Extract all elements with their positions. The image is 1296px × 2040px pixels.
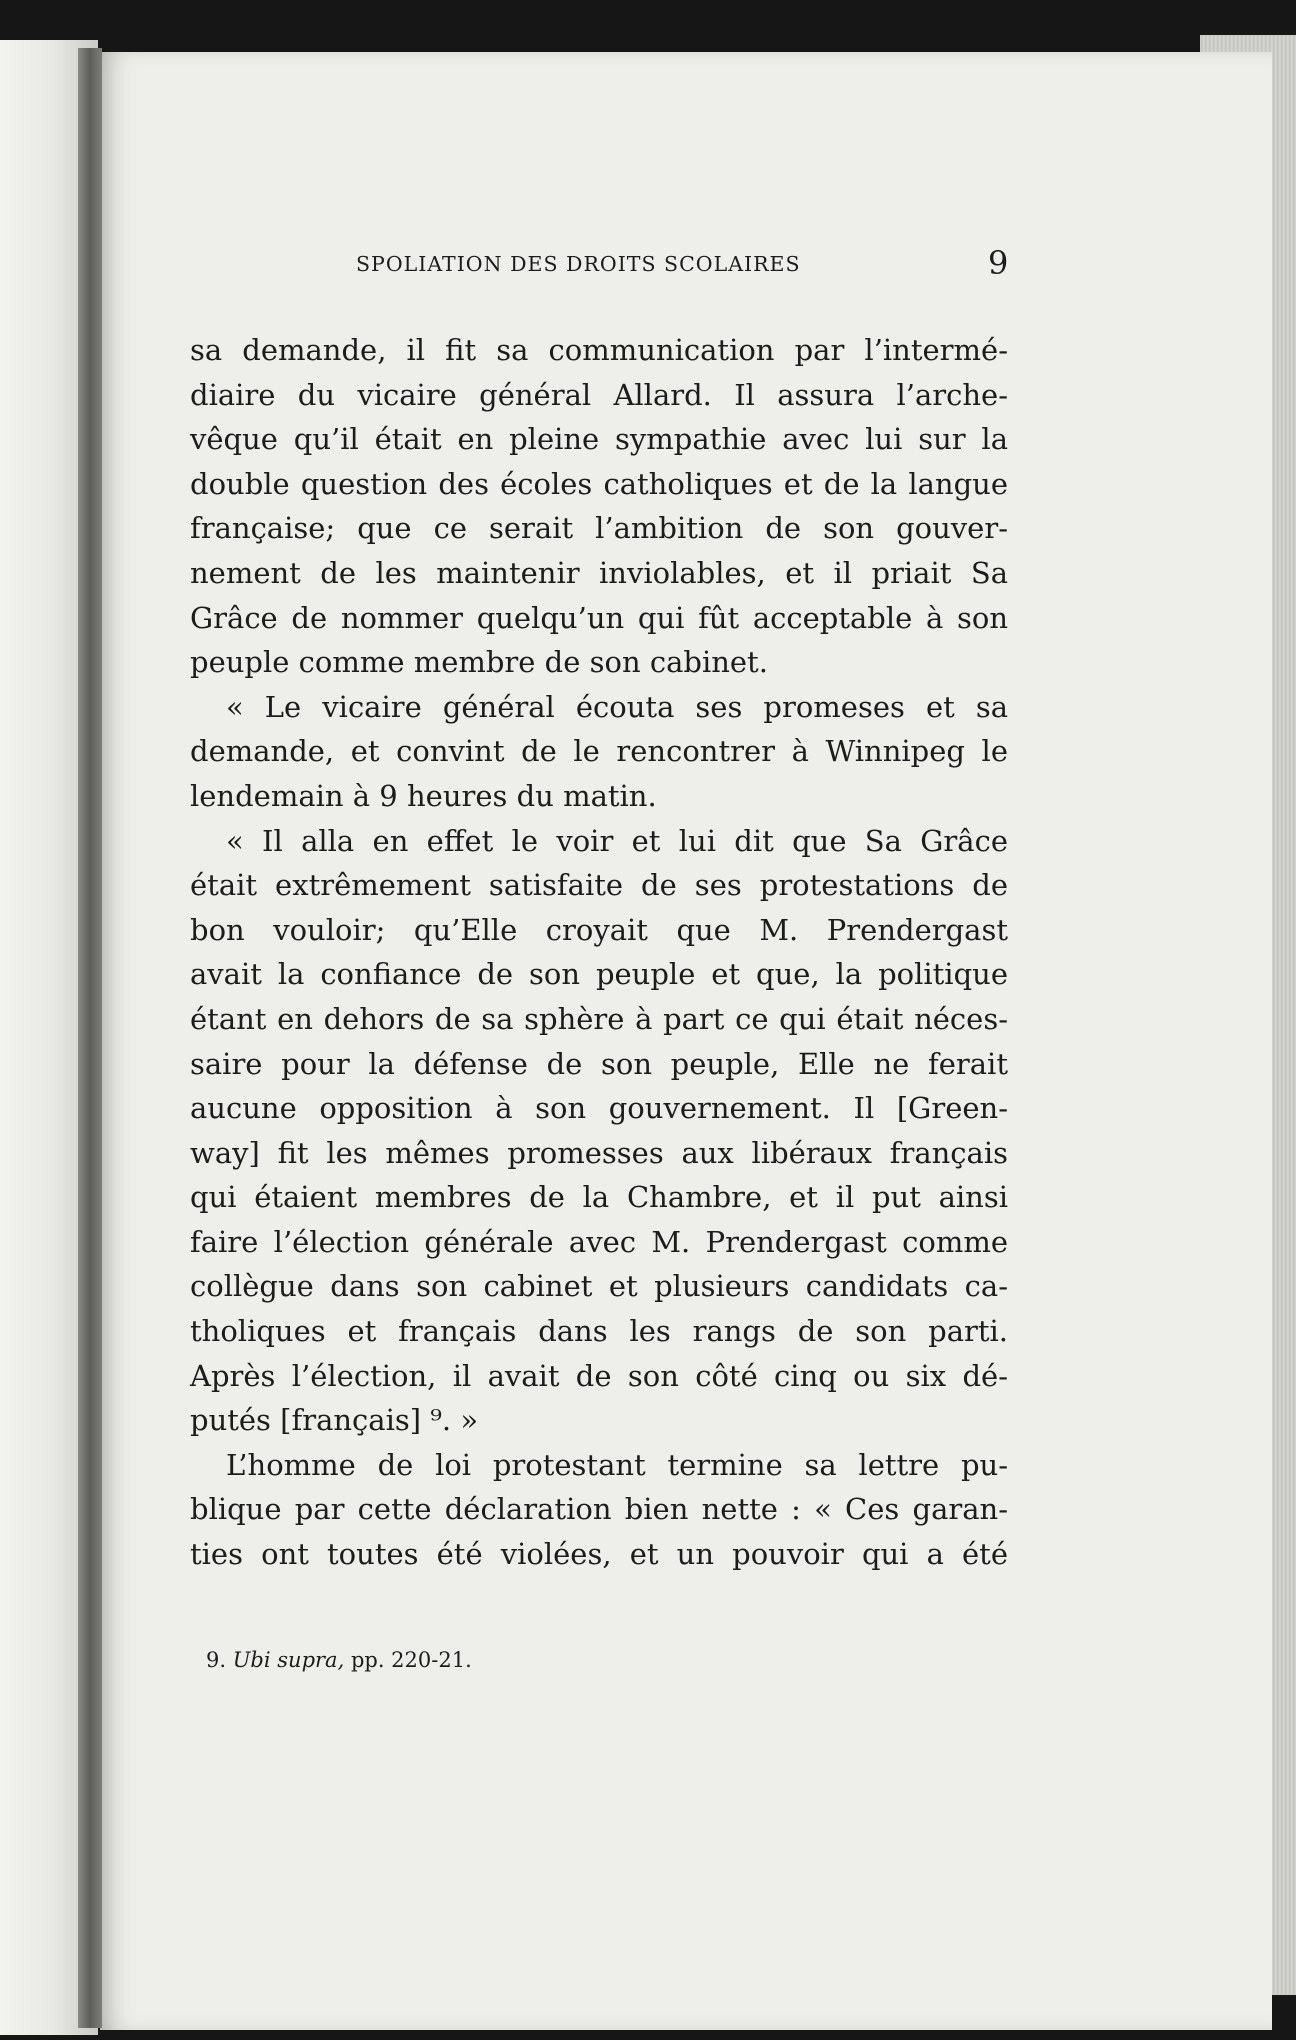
text-line: peuple comme membre de son cabinet. bbox=[190, 645, 768, 680]
text-line: « Il alla en effet le voir et lui dit que Sa Grâce bbox=[226, 823, 1008, 858]
text-line: nement de les maintenir inviolables, et il priait Sa bbox=[190, 555, 1008, 590]
text-line: collègue dans son cabinet et plusieurs candidats ca- bbox=[190, 1269, 1008, 1304]
text-line: étant en dehors de sa sphère à part ce qui était néces- bbox=[190, 1001, 1008, 1036]
text-line: Après l’élection, il avait de son côté cinq ou six dé- bbox=[190, 1358, 1008, 1393]
text-line: vêque qu’il était en pleine sympathie avec lui sur la bbox=[190, 422, 1008, 457]
footnote-pages: pp. 220-21. bbox=[350, 1648, 472, 1672]
text-line: L’homme de loi protestant termine sa lettre pu- bbox=[226, 1447, 1008, 1482]
text-line: avait la confiance de son peuple et que, la politique bbox=[190, 957, 1008, 992]
book-gutter bbox=[78, 48, 102, 2028]
text-line: « Le vicaire général écouta ses promeses et sa bbox=[226, 689, 1008, 724]
text-line: Grâce de nommer quelqu’un qui fût acceptable à son bbox=[190, 600, 1008, 635]
text-line: demande, et convint de le rencontrer à Winnipeg le bbox=[190, 734, 1008, 769]
text-line: blique par cette déclaration bien nette : « Ces garan- bbox=[190, 1492, 1008, 1527]
text-line: était extrêmement satisfaite de ses protestations de bbox=[190, 868, 1008, 903]
text-line: aucune opposition à son gouvernement. Il [Green- bbox=[190, 1091, 1008, 1126]
text-line: saire pour la défense de son peuple, Elle ne ferait bbox=[190, 1046, 1008, 1081]
text-line: diaire du vicaire général Allard. Il assura l’arche- bbox=[190, 377, 1008, 412]
text-line: way] fit les mêmes promesses aux libéraux français bbox=[190, 1135, 1008, 1170]
running-head: SPOLIATION DES DROITS SCOLAIRES bbox=[356, 252, 801, 276]
footnote-source: Ubi supra, bbox=[232, 1648, 345, 1672]
text-line: ties ont toutes été violées, et un pouvoir qui a été bbox=[190, 1537, 1008, 1572]
text-line: tholiques et français dans les rangs de son parti. bbox=[190, 1314, 1008, 1349]
text-line: lendemain à 9 heures du matin. bbox=[190, 778, 657, 813]
page-number: 9 bbox=[988, 244, 1009, 282]
footnote-number: 9. bbox=[206, 1648, 227, 1672]
text-line: bon vouloir; qu’Elle croyait que M. Prendergast bbox=[190, 912, 1008, 947]
text-line: putés [français] ⁹. » bbox=[190, 1403, 479, 1438]
text-line: faire l’élection générale avec M. Prendergast comme bbox=[190, 1224, 1008, 1259]
text-line: française; que ce serait l’ambition de son gouver- bbox=[190, 511, 1008, 546]
text-line: double question des écoles catholiques et de la langue bbox=[190, 466, 1008, 501]
footnote bbox=[206, 1648, 472, 1672]
text-line: sa demande, il fit sa communication par l’intermé- bbox=[190, 333, 1008, 367]
text-line: qui étaient membres de la Chambre, et il put ainsi bbox=[190, 1180, 1008, 1215]
body-text bbox=[190, 328, 1008, 1577]
